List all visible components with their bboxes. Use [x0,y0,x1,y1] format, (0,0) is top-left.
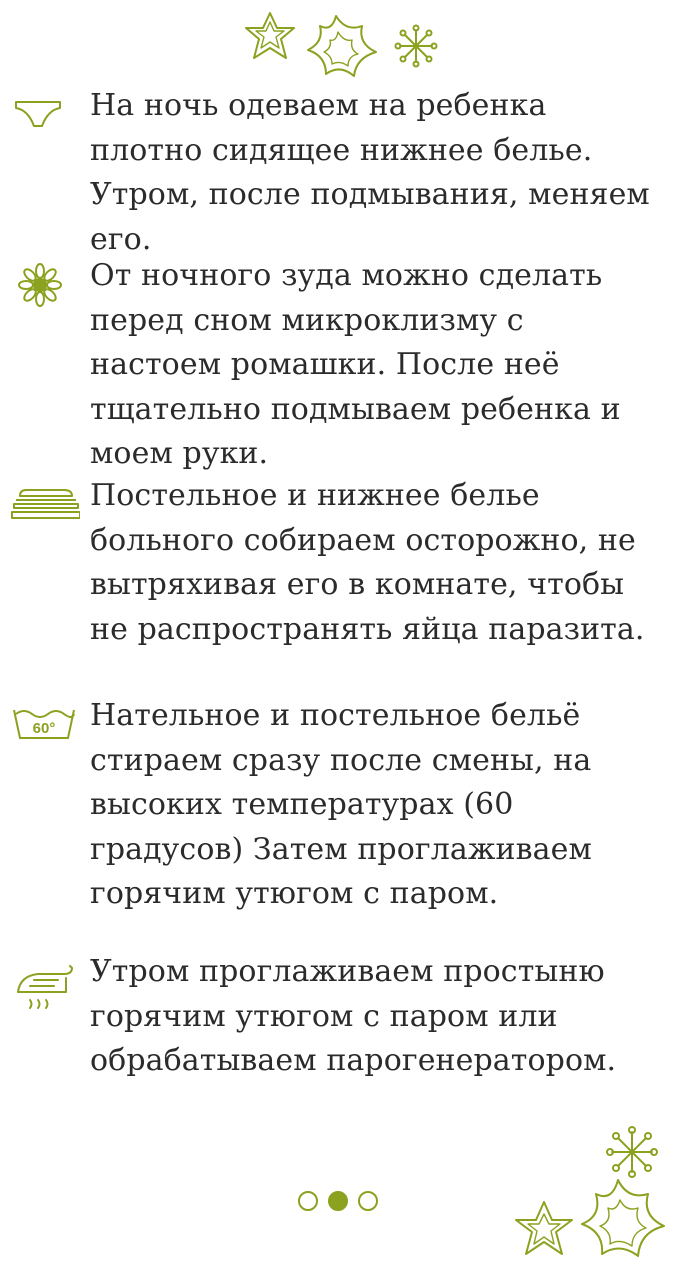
pagination [296,1188,396,1218]
tip-text: Постельное и нижнее белье больного собираем осторожно, не вытряхивая его в комнате, чтобы не распространять яйца паразита. [90,478,645,647]
page-dot-3[interactable] [358,1191,378,1211]
tip-text: На ночь одеваем на ребенка плотно сидящее нижнее белье. Утром, после подмывания, меняем его. [90,88,650,257]
chamomile-icon [8,260,80,312]
bottom-stars-decoration [500,1118,680,1278]
steam-iron-icon [8,956,80,1008]
wash-60-icon [8,702,80,754]
top-stars-decoration [236,8,446,82]
page-dot-2-active[interactable] [328,1191,348,1211]
underwear-icon [8,94,80,146]
tip-text: Утром проглаживаем простыню горячим утюгом с паром или обрабатываем парогенератором. [90,954,617,1078]
tip-text: От ночного зуда можно сделать перед сном микроклизму с настоем ромашки. После неё тщательно подмываем ребенка и моем руки. [90,258,621,471]
folded-linen-icon [8,482,80,534]
wash-temp-label: 60° [32,720,56,737]
tip-text: Нательное и постельное бельё стираем сразу после смены, на высоких температурах (60 градусов) Затем проглаживаем горячим утюгом с паром. [90,698,592,911]
page-dot-1[interactable] [298,1191,318,1211]
